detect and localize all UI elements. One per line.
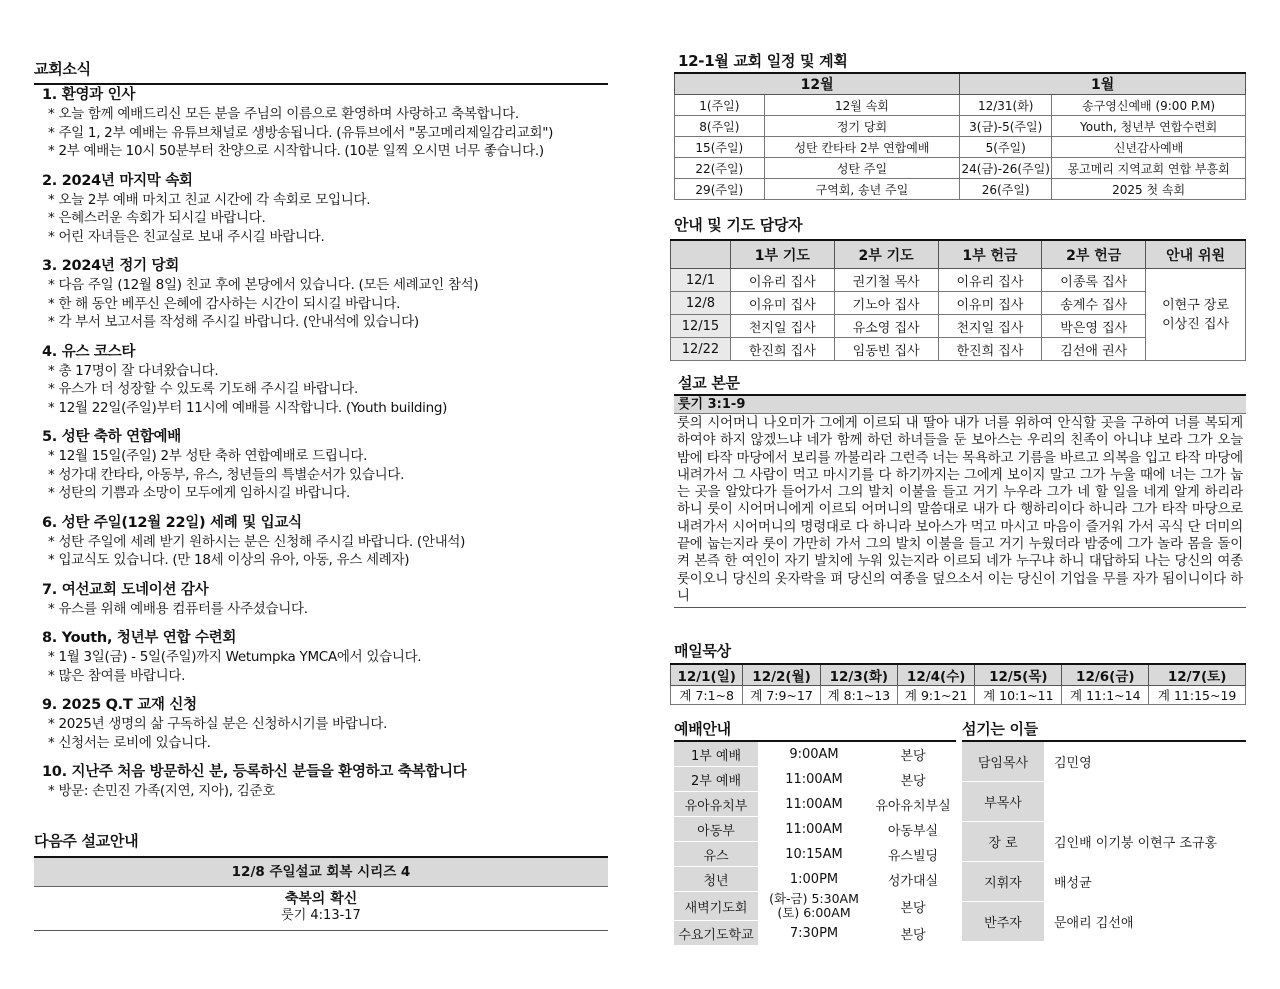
daily-day: 12/7(토) — [1149, 664, 1246, 686]
duty-date: 12/15 — [671, 315, 731, 338]
news-item — [42, 514, 608, 570]
daily-day: 12/2(월) — [743, 664, 820, 686]
news-item-title: 6. 성탄 주일(12월 22일) 세례 및 입교식 — [42, 514, 302, 531]
worship-name: 1부 예배 — [674, 741, 758, 767]
news-item-title: 8. Youth, 청년부 연합 수련회 — [42, 630, 237, 646]
news-item-line: * 오늘 함께 예배드리신 모든 분을 주님의 이름으로 환영하며 사랑하고 축복합니다. — [48, 106, 519, 122]
calendar-cell: 정기 당회 — [764, 116, 960, 137]
duty-cell: 박은영 집사 — [1042, 315, 1146, 338]
calendar-cell: 성탄 칸타타 2부 연합예배 — [764, 137, 960, 158]
news-item — [42, 629, 608, 685]
next-sermon-ref: 룻기 4:13-17 — [281, 908, 361, 923]
daily-passage: 계 9:1~21 — [898, 686, 975, 705]
calendar-title: 12-1월 교회 일정 및 계획 — [678, 52, 848, 70]
news-item-title: 4. 유스 코스타 — [42, 343, 136, 360]
calendar-row — [675, 137, 1246, 158]
calendar-cell: 5(주일) — [960, 137, 1052, 158]
calendar-row — [675, 158, 1246, 179]
sermon-text: 룻의 시어머니 나오미가 그에게 이르되 내 딸아 내가 너를 위하여 안식할 곳을 구하여 너를 복되게 하여야 하지 않겠느냐 네가 함께 하던 하녀들을 둔 보아스는 우리의 친족이 아니냐 보라 그가 오늘 밤에 타작 마당에서 보리를 까불리라 그런즉 너는 목욕하고 기름을 바르고 의복을 입고 타작 마당에 내려가서 그 사람이 먹고 마시기를 다 하기까지는 그에게 보이지 말고 그가 누울 때에 너는 그가 눕는 곳을 알았다가 들어가서 그의 발치 이불을 들고 거기 누우라 그가 네 할 일을 네게 알게 하리라 하니 룻이 시어머니에게 이르되 어머니의 말씀대로 내가 다 행하리이다 하니라 그가 타작 마당으로 내려가서 시어머니의 명령대로 다 하니라 보아스가 먹고 마시고 마음이 즐거워 가서 곡식 단 더미의 끝에 눕는지라 룻이 가만히 가서 그의 발치 이불을 들고 거기 누웠더라 밤중에 그가 놀라 몸을 돌이켜 본즉 한 여인이 자기 발치에 누워 있는지라 이르되 네가 누구냐 하니 대답하되 나는 당신의 여종 룻이오니 당신의 옷자락을 펴 당신의 여종을 덮으소서 이는 당신이 기업을 무를 자가 됨이니이다 하니 — [677, 416, 1243, 604]
calendar-cell: 2025 첫 속회 — [1052, 179, 1246, 200]
duty-cell: 이종록 집사 — [1042, 269, 1146, 292]
daily-table — [670, 663, 1246, 705]
sermon-box — [674, 394, 1246, 608]
news-item-title: 9. 2025 Q.T 교재 신청 — [42, 697, 197, 713]
news-item-title: 2. 2024년 마지막 속회 — [42, 172, 193, 189]
duty-ushers — [1146, 269, 1246, 361]
news-item — [42, 428, 608, 503]
usher-name: 이현구 장로 — [1162, 297, 1230, 313]
duty-cell: 한진희 집사 — [938, 338, 1042, 361]
news-item-title: 7. 여선교회 도네이션 감사 — [42, 581, 209, 598]
calendar-cell: 신년감사예배 — [1052, 137, 1246, 158]
news-item-line: * 어린 자녀들은 친교실로 보내 주시길 바랍니다. — [48, 228, 325, 245]
calendar-header-dec: 12월 — [675, 73, 960, 95]
worship-name: 유스 — [674, 842, 758, 867]
servants-table — [962, 740, 1246, 942]
worship-place: 본당 — [870, 741, 956, 767]
servant-role: 부목사 — [962, 782, 1044, 822]
news-item-line: * 12월 15일(주일) 2부 성탄 축하 연합예배로 드립니다. — [48, 448, 368, 464]
news-item-line: * 각 부서 보고서를 작성해 주시길 바랍니다. (안내석에 있습니다) — [48, 314, 419, 330]
news-item-line: * 2부 예배는 10시 50분부터 찬양으로 시작합니다. (10분 일찍 오시면 너무 좋습니다.) — [48, 143, 544, 159]
duty-date: 12/22 — [671, 338, 731, 361]
worship-table — [674, 740, 956, 946]
worship-time: 11:00AM — [758, 767, 870, 792]
news-item-line: * 성가대 칸타타, 아동부, 유스, 청년들의 특별순서가 있습니다. — [48, 466, 405, 483]
news-item — [42, 86, 608, 161]
worship-name: 청년 — [674, 867, 758, 892]
daily-day: 12/5(목) — [975, 664, 1062, 686]
duty-cell: 기노아 집사 — [834, 292, 938, 315]
duty-table — [670, 239, 1246, 361]
calendar-cell: 12/31(화) — [960, 95, 1052, 116]
news-item-line: * 유스를 위해 예배용 컴퓨터를 사주셨습니다. — [48, 600, 308, 617]
news-item — [42, 581, 608, 619]
news-item-line: * 신청서는 로비에 있습니다. — [48, 734, 211, 751]
duty-cell: 이유리 집사 — [938, 269, 1042, 292]
worship-place: 아동부실 — [870, 817, 956, 842]
news-item-line: * 오늘 2부 예배 마치고 친교 시간에 각 속회로 모입니다. — [48, 191, 371, 208]
worship-row — [674, 867, 956, 892]
servant-role: 지휘자 — [962, 862, 1044, 902]
worship-row — [674, 792, 956, 817]
news-list — [42, 86, 608, 812]
news-item-line: * 성탄의 기쁨과 소망이 모두에게 임하시길 바랍니다. — [48, 485, 350, 501]
duty-date: 12/1 — [671, 269, 731, 292]
news-item — [42, 763, 608, 801]
worship-time: (화-금) 5:30AM (토) 6:00AM — [758, 892, 870, 921]
duty-cell: 한진희 집사 — [730, 338, 834, 361]
worship-time: 9:00AM — [758, 741, 870, 767]
calendar-cell: 송구영신예배 (9:00 P.M) — [1052, 95, 1246, 116]
daily-passage: 계 10:1~11 — [975, 686, 1062, 705]
worship-name: 유아유치부 — [674, 792, 758, 817]
worship-place: 본당 — [870, 767, 956, 792]
servant-role: 담임목사 — [962, 741, 1044, 782]
next-sermon-box — [34, 856, 608, 931]
calendar-cell: Youth, 청년부 연합수련회 — [1052, 116, 1246, 137]
next-sermon-main: 축복의 확신 — [284, 891, 358, 907]
sermon-ref: 룻기 3:1-9 — [674, 396, 1246, 414]
worship-name: 2부 예배 — [674, 767, 758, 792]
worship-time: 10:15AM — [758, 842, 870, 867]
news-item-line: * 방문: 손민진 가족(지연, 지아), 김준호 — [48, 783, 275, 799]
duty-cell: 김선애 권사 — [1042, 338, 1146, 361]
calendar-header-jan: 1월 — [960, 73, 1246, 95]
calendar-cell: 몽고메리 지역교회 연합 부흥회 — [1052, 158, 1246, 179]
worship-row — [674, 892, 956, 921]
worship-title: 예배안내 — [674, 720, 731, 738]
servant-row — [962, 902, 1246, 942]
calendar-cell: 12월 속회 — [764, 95, 960, 116]
servant-role: 반주자 — [962, 902, 1044, 942]
calendar-cell: 성탄 주일 — [764, 158, 960, 179]
calendar-table — [674, 72, 1246, 200]
daily-day: 12/3(화) — [820, 664, 897, 686]
duty-date: 12/8 — [671, 292, 731, 315]
worship-row — [674, 842, 956, 867]
worship-row — [674, 921, 956, 946]
news-item — [42, 343, 608, 418]
daily-day: 12/1(일) — [671, 664, 743, 686]
duty-cell: 이유미 집사 — [730, 292, 834, 315]
servant-row — [962, 782, 1246, 822]
news-item-line: * 2025년 생명의 삶 구독하실 분은 신청하시기를 바랍니다. — [48, 716, 388, 732]
calendar-cell: 3(금)-5(주일) — [960, 116, 1052, 137]
calendar-cell: 24(금)-26(주일) — [960, 158, 1052, 179]
duty-header: 1부 헌금 — [938, 240, 1042, 269]
worship-time: 1:00PM — [758, 867, 870, 892]
daily-passage: 계 8:1~13 — [820, 686, 897, 705]
worship-time: 11:00AM — [758, 817, 870, 842]
news-item-line: * 12월 22일(주일)부터 11시에 예배를 시작합니다. (Youth building) — [48, 399, 448, 416]
calendar-row — [675, 95, 1246, 116]
next-sermon-bar: 12/8 주일설교 회복 시리즈 4 — [34, 858, 608, 887]
calendar-cell: 15(주일) — [675, 137, 765, 158]
servant-names: 김인배 이기붕 이현구 조규홍 — [1044, 822, 1246, 862]
next-sermon-title: 다음주 설교안내 — [34, 832, 139, 850]
news-item — [42, 172, 608, 247]
news-item-line: * 1월 3일(금) - 5일(주일)까지 Wetumpka YMCA에서 있습니다. — [48, 649, 422, 665]
servant-row — [962, 741, 1246, 782]
calendar-cell: 1(주일) — [675, 95, 765, 116]
daily-day: 12/4(수) — [898, 664, 975, 686]
worship-place: 유아유치부실 — [870, 792, 956, 817]
duty-cell: 송계수 집사 — [1042, 292, 1146, 315]
duty-cell: 이유리 집사 — [730, 269, 834, 292]
calendar-cell: 22(주일) — [675, 158, 765, 179]
duty-cell: 권기철 목사 — [834, 269, 938, 292]
duty-header: 안내 위원 — [1146, 240, 1246, 269]
worship-place: 유스빌딩 — [870, 842, 956, 867]
news-item-line: * 입교식도 있습니다. (만 18세 이상의 유아, 아동, 유스 세례자) — [48, 552, 410, 568]
servant-role: 장 로 — [962, 822, 1044, 862]
news-item-title: 1. 환영과 인사 — [42, 87, 136, 103]
servant-row — [962, 862, 1246, 902]
servant-names: 배성균 — [1044, 862, 1246, 902]
daily-passage: 계 11:15~19 — [1149, 686, 1246, 705]
news-item-title: 5. 성탄 축하 연합예배 — [42, 429, 181, 445]
news-item-title: 3. 2024년 정기 당회 — [42, 258, 179, 274]
news-item-line: * 한 해 동안 베푸신 은혜에 감사하는 시간이 되시길 바랍니다. — [48, 295, 401, 312]
duty-title: 안내 및 기도 담당자 — [674, 216, 803, 234]
worship-place: 본당 — [870, 921, 956, 946]
worship-row — [674, 741, 956, 767]
news-section-title: 교회소식 — [34, 58, 608, 85]
usher-name: 이상진 집사 — [1162, 316, 1230, 332]
servant-names: 김민영 — [1044, 741, 1246, 782]
duty-cell: 유소영 집사 — [834, 315, 938, 338]
duty-cell: 천지일 집사 — [938, 315, 1042, 338]
news-item-line: * 많은 참여를 바랍니다. — [48, 667, 186, 684]
worship-name: 수요기도학교 — [674, 921, 758, 946]
calendar-row — [675, 116, 1246, 137]
worship-place: 본당 — [870, 892, 956, 921]
calendar-cell: 구역회, 송년 주일 — [764, 179, 960, 200]
duty-header — [671, 240, 731, 269]
servant-names — [1044, 782, 1246, 822]
news-item — [42, 257, 608, 332]
daily-day: 12/6(금) — [1062, 664, 1149, 686]
news-item-line: * 다음 주일 (12월 8일) 친교 후에 본당에서 있습니다. (모든 세례교인 참석) — [48, 277, 479, 293]
news-item-line: * 주일 1, 2부 예배는 유튜브채널로 생방송됩니다. (유튜브에서 "몽고메리제일감리교회") — [48, 124, 554, 141]
duty-header: 1부 기도 — [730, 240, 834, 269]
news-item — [42, 696, 608, 752]
duty-cell: 임동빈 집사 — [834, 338, 938, 361]
sermon-title: 설교 본문 — [678, 374, 740, 392]
worship-row — [674, 767, 956, 792]
worship-name: 새벽기도회 — [674, 892, 758, 921]
daily-passage: 계 11:1~14 — [1062, 686, 1149, 705]
daily-passage: 계 7:9~17 — [743, 686, 820, 705]
calendar-cell: 8(주일) — [675, 116, 765, 137]
worship-place: 성가대실 — [870, 867, 956, 892]
duty-header: 2부 헌금 — [1042, 240, 1146, 269]
worship-name: 아동부 — [674, 817, 758, 842]
servants-title: 섬기는 이들 — [962, 720, 1038, 738]
news-item-line: * 성탄 주일에 세례 받기 원하시는 분은 신청해 주시길 바랍니다. (안내석) — [48, 533, 466, 550]
calendar-row — [675, 179, 1246, 200]
worship-time: 7:30PM — [758, 921, 870, 946]
servant-names: 문애리 김선애 — [1044, 902, 1246, 942]
worship-row — [674, 817, 956, 842]
servant-row — [962, 822, 1246, 862]
calendar-cell: 26(주일) — [960, 179, 1052, 200]
worship-time: 11:00AM — [758, 792, 870, 817]
duty-header: 2부 기도 — [834, 240, 938, 269]
duty-cell: 이유미 집사 — [938, 292, 1042, 315]
duty-row — [671, 269, 1246, 292]
daily-passage: 계 7:1~8 — [671, 686, 743, 705]
duty-cell: 천지일 집사 — [730, 315, 834, 338]
news-item-line: * 은혜스러운 속회가 되시길 바랍니다. — [48, 210, 266, 226]
news-item-title: 10. 지난주 처음 방문하신 분, 등록하신 분들을 환영하고 축복합니다 — [42, 764, 467, 780]
daily-title: 매일묵상 — [674, 642, 731, 660]
news-item-line: * 총 17명이 잘 다녀왔습니다. — [48, 362, 219, 379]
news-item-line: * 유스가 더 성장할 수 있도록 기도해 주시길 바랍니다. — [48, 381, 358, 397]
calendar-cell: 29(주일) — [675, 179, 765, 200]
